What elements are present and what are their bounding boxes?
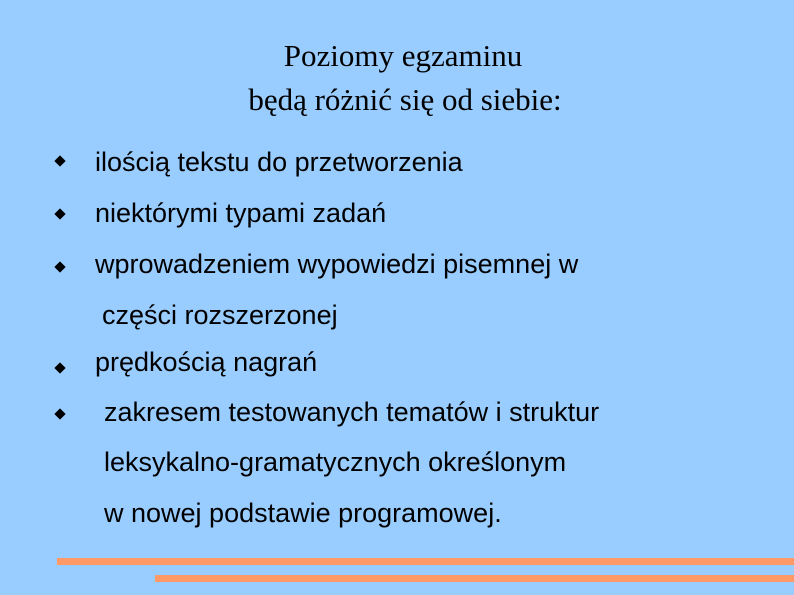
list-item-text: ilością tekstu do przetworzenia (95, 147, 463, 177)
list-item-text: niektórymi typami zadań (95, 198, 387, 228)
list-item-text: prędkością nagrań (95, 347, 318, 377)
list-item-continuation: w nowej podstawie programowej. (104, 498, 502, 528)
list-item-text: wprowadzeniem wypowiedzi pisemnej w (95, 249, 579, 279)
diamond-bullet-icon (54, 208, 65, 219)
list-item-continuation: leksykalno-gramatycznych określonym (104, 447, 567, 477)
diamond-bullet-icon (54, 261, 65, 272)
diamond-bullet-icon (54, 362, 65, 373)
accent-bar-bottom (155, 575, 794, 582)
list-item-continuation: części rozszerzonej (102, 300, 338, 330)
slide-title-line-1: Poziomy egzaminu (283, 38, 523, 73)
accent-bar-top (57, 558, 794, 565)
slide-title-line-2: będą różnić się od siebie: (248, 82, 562, 117)
list-item-text: zakresem testowanych tematów i struktur (104, 397, 600, 427)
diamond-bullet-icon (54, 408, 65, 419)
diamond-bullet-icon (54, 155, 65, 166)
